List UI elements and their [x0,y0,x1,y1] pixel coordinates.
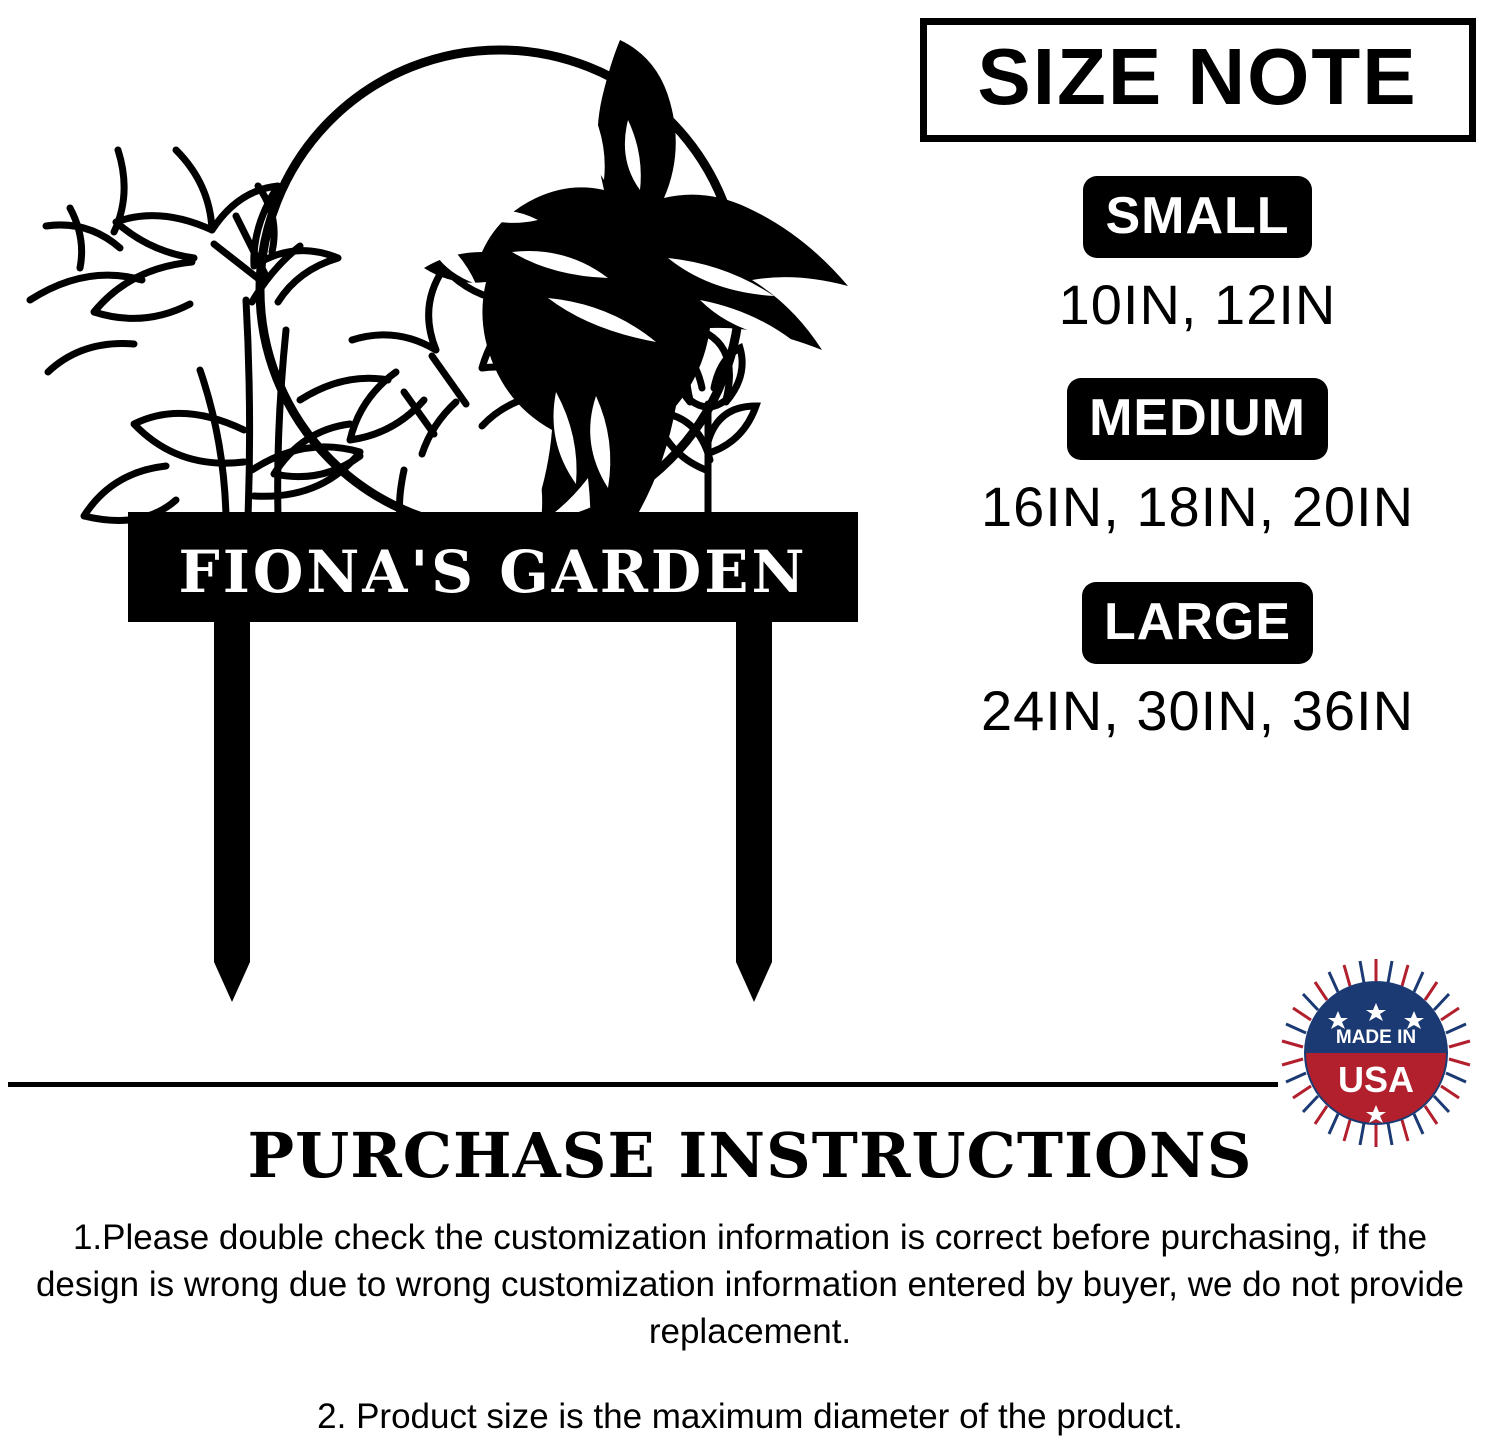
purchase-instruction-1: 1.Please double check the customization information is correct before purchasing, if the design is wrong due to wrong customization information entered by buyer, we do not provide replacement. [35,1218,1465,1351]
badge-line1: MADE IN [1335,1027,1417,1048]
floral-cluster [30,150,558,520]
size-label-small: SMALL [1083,176,1311,258]
size-values-small: 10IN, 12IN [1058,273,1337,336]
sign-name-text: FIONA'S GARDEN [178,538,808,606]
size-label-large: LARGE [1082,582,1313,664]
product-illustration [0,0,900,1030]
purchase-instructions-section [0,1120,1500,1440]
size-note-title: SIZE NOTE [920,18,1476,142]
size-option-medium [905,378,1490,538]
hummingbird-silhouette [424,40,848,588]
size-option-large [905,582,1490,742]
purchase-instruction-2: 2. Product size is the maximum diameter of the product. [317,1397,1183,1436]
section-divider [8,1082,1278,1087]
badge-line2: USA [1337,1059,1415,1100]
size-values-medium: 16IN, 18IN, 20IN [980,475,1415,538]
ground-stakes [214,622,772,1002]
size-values-large: 24IN, 30IN, 36IN [980,679,1415,742]
purchase-instructions-title: PURCHASE INSTRUCTIONS [247,1119,1253,1192]
size-option-small [905,176,1490,336]
size-label-medium: MEDIUM [1067,378,1328,460]
size-note-panel [905,10,1490,900]
